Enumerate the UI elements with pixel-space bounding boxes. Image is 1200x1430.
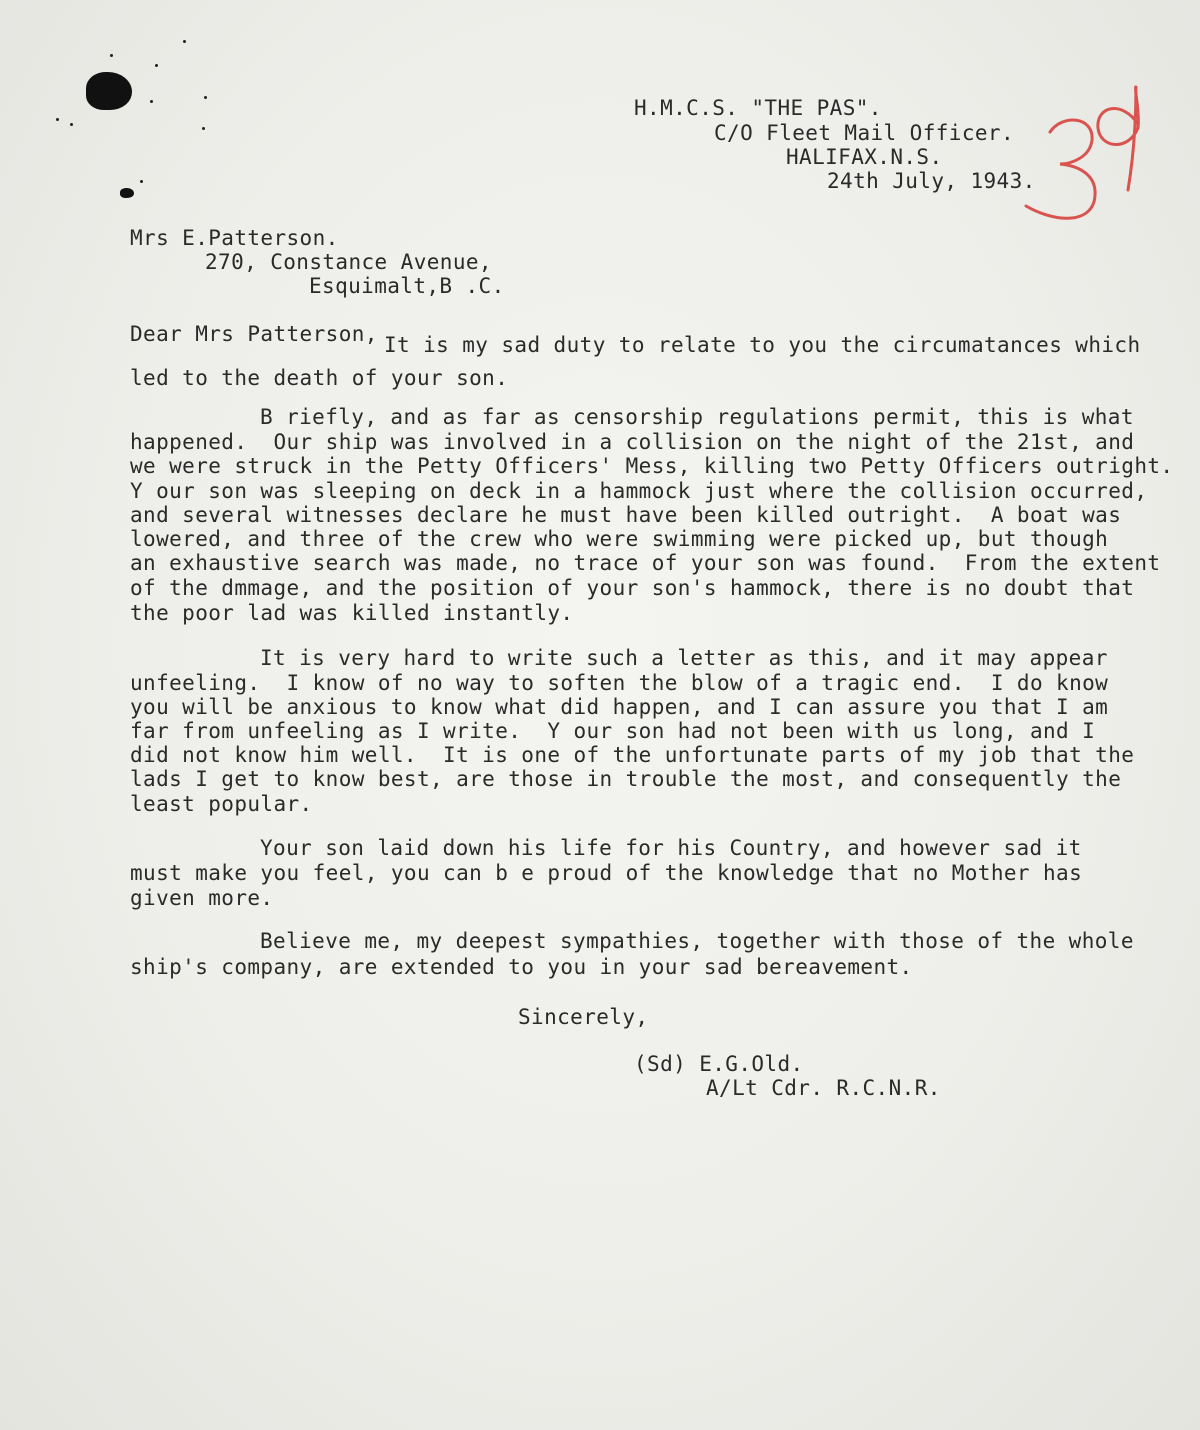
speck [110, 54, 113, 57]
paragraph-line: you will be anxious to know what did happen, and I can assure you that I am [130, 695, 1109, 719]
recipient-street: 270, Constance Avenue, [205, 250, 492, 274]
paragraph-line: the poor lad was killed instantly. [130, 601, 574, 625]
paragraph-line: B riefly, and as far as censorship regulations permit, this is what [260, 405, 1134, 429]
paragraph-line: unfeeling. I know of no way to soften the blow of a tragic end. I do know [130, 671, 1109, 695]
paragraph-line: lads I get to know best, are those in trouble the most, and consequently the [130, 767, 1122, 791]
speck [202, 127, 205, 130]
speck [155, 64, 158, 67]
page-number-text: 39 [1010, 70, 1012, 71]
speck [204, 96, 207, 99]
page-number-annotation [1010, 70, 1160, 230]
paragraph-line: and several witnesses declare he must have been killed outright. A boat was [130, 503, 1122, 527]
header-ship: H.M.C.S. "THE PAS". [634, 96, 882, 120]
paragraph-line: ship's company, are extended to you in your sad bereavement. [130, 955, 913, 979]
paragraph-line: Y our son was sleeping on deck in a hammock just where the collision occurred, [130, 479, 1148, 503]
paragraph-line: an exhaustive search was made, no trace of your son was found. From the extent [130, 551, 1161, 575]
paragraph-line: we were struck in the Petty Officers' Mess, killing two Petty Officers outright. [130, 454, 1174, 478]
recipient-name: Mrs E.Patterson. [130, 226, 339, 250]
recipient-city: Esquimalt,B .C. [309, 274, 505, 298]
paragraph-line: happened. Our ship was involved in a collision on the night of the 21st, and [130, 430, 1135, 454]
signature-rank: A/Lt Cdr. R.C.N.R. [706, 1076, 941, 1100]
salutation: Dear Mrs Patterson, [130, 322, 378, 346]
paragraph-line: lowered, and three of the crew who were swimming were picked up, but though [130, 527, 1109, 551]
speck [183, 40, 186, 43]
paragraph-line: far from unfeeling as I write. Y our son had not been with us long, and I [130, 719, 1096, 743]
header-location: HALIFAX.N.S. [786, 145, 943, 169]
signature-name: (Sd) E.G.Old. [634, 1052, 804, 1076]
punch-hole-small [120, 188, 134, 198]
header-mail-officer: C/O Fleet Mail Officer. [714, 121, 1014, 145]
paragraph-line: Believe me, my deepest sympathies, together with those of the whole [260, 929, 1134, 953]
speck [140, 180, 143, 183]
paragraph-line: Your son laid down his life for his Country, and however sad it [260, 836, 1082, 860]
paragraph-line: given more. [130, 886, 274, 910]
closing: Sincerely, [518, 1005, 649, 1029]
paragraph-line: least popular. [130, 792, 313, 816]
punch-hole [86, 72, 132, 110]
paragraph-line: It is very hard to write such a letter as this, and it may appear [260, 646, 1108, 670]
paragraph-line: must make you feel, you can b e proud of the knowledge that no Mother has [130, 861, 1083, 885]
speck [70, 123, 73, 126]
speck [56, 118, 59, 121]
paragraph-line: It is my sad duty to relate to you the circumatances which [384, 333, 1141, 357]
paragraph-line: of the dmmage, and the position of your son's hammock, there is no doubt that [130, 576, 1135, 600]
header-date: 24th July, 1943. [827, 169, 1036, 193]
speck [150, 100, 153, 103]
paragraph-line: did not know him well. It is one of the unfortunate parts of my job that the [130, 743, 1135, 767]
paragraph-line: led to the death of your son. [130, 366, 509, 390]
